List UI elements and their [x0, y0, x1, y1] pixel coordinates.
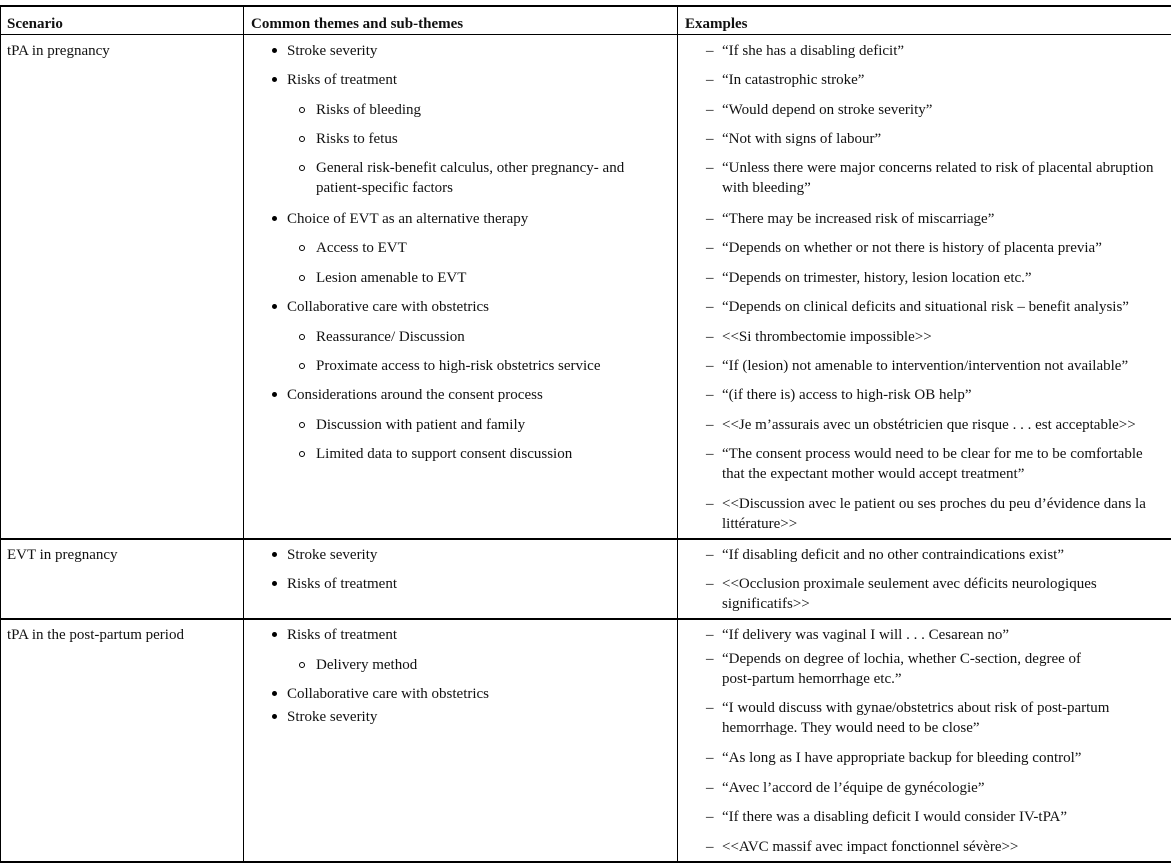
theme-text: Risks of treatment	[287, 627, 397, 643]
header-scenario: Scenario	[7, 16, 63, 32]
example-dash: –	[706, 651, 714, 667]
theme-bullet-icon	[272, 216, 277, 221]
sub-theme-text: patient-specific factors	[316, 180, 454, 196]
scenario-cell: tPA in the post-partum period	[7, 627, 184, 643]
theme-bullet-icon	[272, 552, 277, 557]
theme-text: Stroke severity	[287, 547, 378, 563]
example-dash: –	[706, 211, 714, 227]
example-dash: –	[706, 240, 714, 256]
example-quote: that the expectant mother would accept treatment”	[722, 466, 1025, 482]
example-quote: significatifs>>	[722, 596, 810, 612]
header-rule	[0, 34, 1171, 35]
column-divider	[0, 6, 1, 862]
theme-text: Collaborative care with obstetrics	[287, 299, 490, 315]
bottom-rule	[0, 861, 1171, 863]
example-quote: with bleeding”	[722, 180, 811, 196]
sub-theme-text: Access to EVT	[316, 240, 407, 256]
example-dash: –	[706, 299, 714, 315]
example-dash: –	[706, 700, 714, 716]
sub-theme-marker-icon	[299, 422, 305, 428]
sub-theme-text: Proximate access to high-risk obstetrics service	[316, 358, 601, 374]
sub-theme-text: Limited data to support consent discussion	[316, 446, 573, 462]
theme-bullet-icon	[272, 77, 277, 82]
example-dash: –	[706, 102, 714, 118]
theme-bullet-icon	[272, 48, 277, 53]
example-quote: “The consent process would need to be clear for me to be comfortable	[722, 446, 1143, 462]
example-quote: <<Je m’assurais avec un obstétricien que risque . . . est acceptable>>	[722, 417, 1136, 433]
sub-theme-marker-icon	[299, 165, 305, 171]
sub-theme-text: Delivery method	[316, 657, 418, 673]
theme-text: Risks of treatment	[287, 576, 397, 592]
theme-text: Stroke severity	[287, 43, 378, 59]
example-dash: –	[706, 131, 714, 147]
example-quote: <<Si thrombectomie impossible>>	[722, 329, 932, 345]
sub-theme-text: Lesion amenable to EVT	[316, 270, 467, 286]
sub-theme-marker-icon	[299, 334, 305, 340]
sub-theme-marker-icon	[299, 662, 305, 668]
example-dash: –	[706, 576, 714, 592]
example-quote: “There may be increased risk of miscarriage”	[722, 211, 995, 227]
example-quote: “In catastrophic stroke”	[722, 72, 865, 88]
theme-bullet-icon	[272, 632, 277, 637]
example-dash: –	[706, 270, 714, 286]
theme-bullet-icon	[272, 304, 277, 309]
example-quote: <<AVC massif avec impact fonctionnel sévère>>	[722, 839, 1019, 855]
example-quote: hemorrhage. They would need to be close”	[722, 720, 980, 736]
example-quote: littérature>>	[722, 516, 798, 532]
sub-theme-marker-icon	[299, 245, 305, 251]
row-divider	[0, 538, 1171, 540]
scenario-cell: tPA in pregnancy	[7, 43, 110, 59]
theme-text: Collaborative care with obstetrics	[287, 686, 490, 702]
example-dash: –	[706, 387, 714, 403]
example-quote: <<Occlusion proximale seulement avec déficits neurologiques	[722, 576, 1097, 592]
example-quote: <<Discussion avec le patient ou ses proches du peu d’évidence dans la	[722, 496, 1146, 512]
example-dash: –	[706, 809, 714, 825]
sub-theme-text: Reassurance/ Discussion	[316, 329, 465, 345]
example-quote: post-partum hemorrhage etc.”	[722, 671, 902, 687]
example-dash: –	[706, 43, 714, 59]
example-quote: “Depends on trimester, history, lesion location etc.”	[722, 270, 1032, 286]
theme-text: Considerations around the consent process	[287, 387, 543, 403]
example-quote: “If delivery was vaginal I will . . . Cesarean no”	[722, 627, 1009, 643]
example-quote: “As long as I have appropriate backup for bleeding control”	[722, 750, 1082, 766]
theme-bullet-icon	[272, 581, 277, 586]
scenario-cell: EVT in pregnancy	[7, 547, 118, 563]
example-quote: “Depends on whether or not there is history of placenta previa”	[722, 240, 1102, 256]
sub-theme-marker-icon	[299, 275, 305, 281]
sub-theme-text: General risk-benefit calculus, other pregnancy- and	[316, 160, 625, 176]
example-dash: –	[706, 72, 714, 88]
example-dash: –	[706, 329, 714, 345]
theme-text: Risks of treatment	[287, 72, 397, 88]
row-divider	[0, 618, 1171, 620]
example-quote: “If she has a disabling deficit”	[722, 43, 905, 59]
header-examples: Examples	[685, 16, 748, 32]
example-dash: –	[706, 358, 714, 374]
theme-text: Stroke severity	[287, 709, 378, 725]
sub-theme-marker-icon	[299, 363, 305, 369]
example-quote: “If disabling deficit and no other contraindications exist”	[722, 547, 1064, 563]
example-quote: “(if there is) access to high-risk OB help”	[722, 387, 972, 403]
example-dash: –	[706, 780, 714, 796]
theme-bullet-icon	[272, 392, 277, 397]
example-quote: “Depends on degree of lochia, whether C-section, degree of	[722, 651, 1082, 667]
example-quote: “If there was a disabling deficit I would consider IV-tPA”	[722, 809, 1068, 825]
sub-theme-marker-icon	[299, 107, 305, 113]
column-divider	[677, 6, 678, 862]
example-quote: “If (lesion) not amenable to intervention/intervention not available”	[722, 358, 1129, 374]
example-quote: “Not with signs of labour”	[722, 131, 882, 147]
example-dash: –	[706, 839, 714, 855]
sub-theme-text: Risks to fetus	[316, 131, 398, 147]
header-themes: Common themes and sub-themes	[251, 16, 464, 32]
theme-bullet-icon	[272, 691, 277, 696]
example-dash: –	[706, 750, 714, 766]
top-rule	[0, 5, 1171, 7]
example-dash: –	[706, 417, 714, 433]
example-dash: –	[706, 160, 714, 176]
example-dash: –	[706, 496, 714, 512]
theme-text: Choice of EVT as an alternative therapy	[287, 211, 529, 227]
example-quote: “Unless there were major concerns related to risk of placental abruption	[722, 160, 1154, 176]
sub-theme-marker-icon	[299, 136, 305, 142]
example-quote: “Depends on clinical deficits and situational risk – benefit analysis”	[722, 299, 1129, 315]
sub-theme-marker-icon	[299, 451, 305, 457]
example-dash: –	[706, 547, 714, 563]
example-quote: “Avec l’accord de l’équipe de gynécologie”	[722, 780, 985, 796]
example-dash: –	[706, 627, 714, 643]
sub-theme-text: Risks of bleeding	[316, 102, 421, 118]
example-quote: “I would discuss with gynae/obstetrics about risk of post-partum	[722, 700, 1110, 716]
column-divider	[243, 6, 244, 862]
example-dash: –	[706, 446, 714, 462]
example-quote: “Would depend on stroke severity”	[722, 102, 933, 118]
theme-bullet-icon	[272, 714, 277, 719]
sub-theme-text: Discussion with patient and family	[316, 417, 526, 433]
